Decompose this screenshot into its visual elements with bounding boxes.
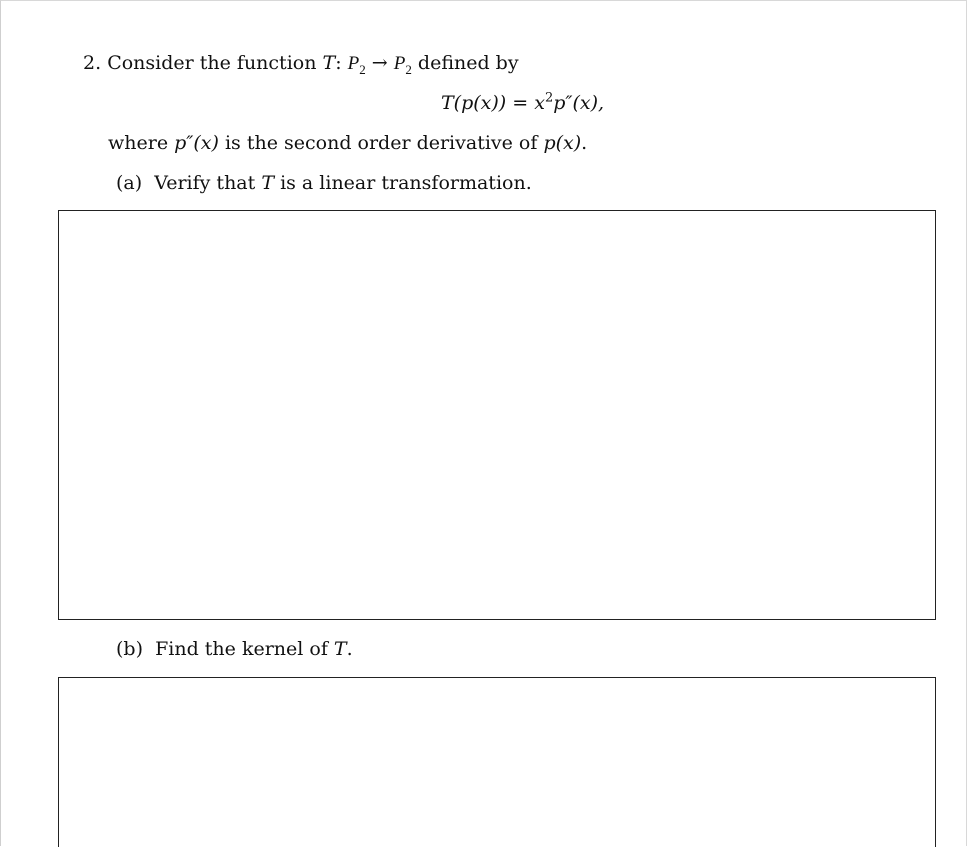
equation-equals: = (512, 92, 529, 114)
part-b-answer-box[interactable] (58, 677, 936, 847)
domain-space: $P_2$ (347, 53, 366, 77)
where-function: p(x) (543, 132, 582, 154)
map-arrow: → (371, 52, 388, 74)
where-period: . (581, 132, 588, 154)
problem-intro-end: defined by (417, 52, 519, 74)
part-b-label: (b) (116, 638, 143, 660)
part-b-question (116, 637, 353, 661)
map-name: T (322, 52, 336, 74)
map-colon: : (335, 52, 342, 74)
where-word: where (108, 132, 169, 154)
part-a-text-after: is a linear transformation. (280, 172, 532, 194)
where-clause (108, 131, 587, 155)
part-a-var: T (261, 172, 275, 194)
codomain-space: $P_2$ (393, 53, 412, 77)
problem-statement (83, 51, 519, 76)
part-b-var: T (333, 638, 347, 660)
problem-intro: Consider the function (107, 52, 317, 74)
equation-rhs: $x^2p''(x)$, (534, 90, 605, 114)
part-a-answer-box[interactable] (58, 210, 936, 620)
part-b-text-after: . (346, 638, 353, 660)
where-text: is the second order derivative of (224, 132, 538, 154)
problem-number: 2. (83, 52, 102, 74)
part-a-text-before: Verify that (154, 172, 256, 194)
equation-lhs: T(p(x)) (441, 92, 507, 114)
part-a-question (116, 171, 532, 195)
part-b-text-before: Find the kernel of (155, 638, 328, 660)
display-equation (441, 91, 604, 115)
part-a-label: (a) (116, 172, 143, 194)
where-derivative: p″(x) (174, 132, 219, 154)
